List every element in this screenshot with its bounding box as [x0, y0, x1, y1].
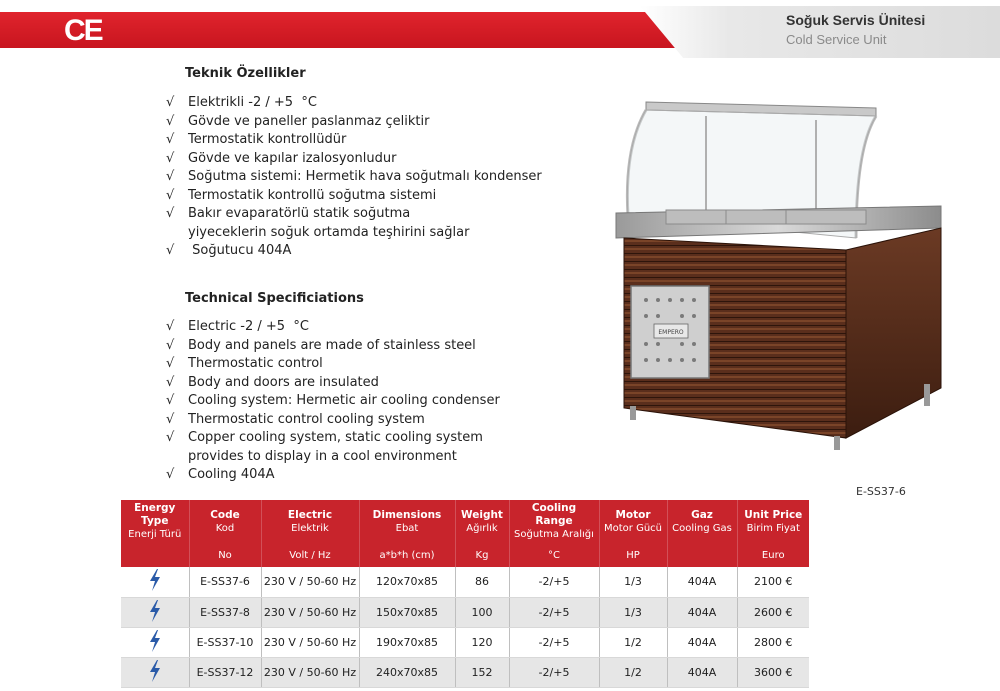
- spec-en-item: [166, 411, 500, 430]
- column-header-en: Motor: [615, 508, 651, 521]
- cooling-range-cell: -2/+5: [509, 627, 599, 657]
- ce-mark-logo: CE: [64, 14, 102, 47]
- check-mark-icon: √: [166, 356, 175, 371]
- spec-tr-text: yiyeceklerin soğuk ortamda teşhirini sağlar: [188, 224, 470, 240]
- energy-type-cell: [121, 567, 189, 597]
- energy-type-cell: [121, 627, 189, 657]
- check-mark-icon: √: [166, 374, 175, 390]
- table-row: [121, 567, 809, 597]
- spec-tr-text: Soğutucu 404A: [188, 243, 292, 258]
- spec-tr-text: Termostatik kontrollü soğutma sistemi: [188, 187, 437, 203]
- price-cell: 2100 €: [737, 567, 809, 597]
- column-header-en: Dimensions: [372, 508, 442, 521]
- spec-en-item: [166, 448, 500, 467]
- electric-cell: 230 V / 50-60 Hz: [261, 627, 359, 657]
- check-mark-icon: √: [166, 430, 175, 445]
- electric-cell: 230 V / 50-60 Hz: [261, 567, 359, 597]
- check-mark-icon: √: [166, 411, 175, 427]
- dimensions-cell: 120x70x85: [359, 567, 455, 597]
- lightning-bolt-icon: [148, 630, 162, 652]
- spec-en-item: [166, 355, 500, 374]
- spec-en-text: provides to display in a cool environment: [188, 448, 457, 464]
- spec-en-item: [166, 392, 500, 411]
- spec-tr-item: [166, 187, 542, 206]
- spec-tr-item: [166, 205, 542, 224]
- spec-en-item: [166, 318, 500, 337]
- column-header: [189, 500, 261, 543]
- check-mark-icon: √: [166, 319, 175, 334]
- dimensions-cell: 190x70x85: [359, 627, 455, 657]
- code-cell: E-SS37-12: [189, 657, 261, 687]
- dimensions-cell: 150x70x85: [359, 597, 455, 627]
- table-units-row: [121, 543, 809, 567]
- energy-type-cell: [121, 597, 189, 627]
- column-header-tr: Ağırlık: [466, 522, 498, 534]
- motor-cell: 1/3: [599, 597, 667, 627]
- motor-cell: 1/2: [599, 627, 667, 657]
- specs-tr-list: [166, 94, 542, 261]
- spec-en-text: Body and panels are made of stainless steel: [188, 337, 476, 353]
- spec-en-text: Body and doors are insulated: [188, 374, 379, 390]
- check-mark-icon: √: [166, 187, 175, 203]
- column-header-en: Cooling Range: [531, 502, 577, 527]
- column-header-tr: Motor Gücü: [604, 522, 662, 534]
- table-row: [121, 597, 809, 627]
- spec-tr-text: Soğutma sistemi: Hermetik hava soğutmalı kondenser: [188, 169, 542, 184]
- column-header-en: Unit Price: [744, 508, 803, 521]
- weight-cell: 86: [455, 567, 509, 597]
- cold-service-unit-drawing: [606, 88, 946, 478]
- cooling-range-cell: -2/+5: [509, 657, 599, 687]
- gas-cell: 404A: [667, 627, 737, 657]
- code-cell: E-SS37-6: [189, 567, 261, 597]
- cooling-range-cell: -2/+5: [509, 597, 599, 627]
- spec-en-text: Cooling system: Hermetic air cooling condenser: [188, 393, 500, 408]
- table-row: [121, 657, 809, 687]
- spec-tr-text: Termostatik kontrollüdür: [188, 132, 347, 147]
- spec-tr-text: Bakır evaparatörlü statik soğutma: [188, 206, 411, 221]
- unit-cell: HP: [599, 543, 667, 567]
- column-header-tr: Soğutma Aralığı: [514, 529, 594, 540]
- spec-tr-item: [166, 94, 542, 113]
- column-header-tr: Ebat: [395, 522, 419, 534]
- price-cell: 3600 €: [737, 657, 809, 687]
- spec-tr-item: [166, 168, 542, 187]
- weight-cell: 120: [455, 627, 509, 657]
- motor-cell: 1/2: [599, 657, 667, 687]
- gas-cell: 404A: [667, 597, 737, 627]
- spec-tr-item: [166, 224, 542, 243]
- weight-cell: 100: [455, 597, 509, 627]
- spec-en-item: [166, 429, 500, 448]
- column-header: [599, 500, 667, 543]
- column-header: [667, 500, 737, 543]
- unit-cell: a*b*h (cm): [359, 543, 455, 567]
- lightning-bolt-icon: [148, 660, 162, 682]
- column-header-tr: Cooling Gas: [672, 522, 732, 534]
- code-cell: E-SS37-10: [189, 627, 261, 657]
- unit-cell: Kg: [455, 543, 509, 567]
- page-title-tr: Soğuk Servis Ünitesi: [786, 12, 926, 28]
- page-title-en: Cold Service Unit: [786, 32, 887, 47]
- specs-tr-heading: Teknik Özellikler: [185, 66, 306, 81]
- brand-plate-text: EMPERO: [658, 329, 684, 336]
- column-header-tr: Enerji Türü: [128, 529, 182, 540]
- column-header: [509, 500, 599, 543]
- column-header: [455, 500, 509, 543]
- motor-cell: 1/3: [599, 567, 667, 597]
- unit-cell: °C: [509, 543, 599, 567]
- check-mark-icon: √: [166, 150, 175, 166]
- unit-cell: [121, 543, 189, 567]
- specs-en-heading: Technical Specificiations: [185, 291, 364, 306]
- electric-cell: 230 V / 50-60 Hz: [261, 597, 359, 627]
- electric-cell: 230 V / 50-60 Hz: [261, 657, 359, 687]
- dimensions-cell: 240x70x85: [359, 657, 455, 687]
- table-body: [121, 567, 809, 687]
- column-header: [261, 500, 359, 543]
- lightning-bolt-icon: [148, 600, 162, 622]
- gas-cell: 404A: [667, 657, 737, 687]
- check-mark-icon: √: [166, 337, 175, 353]
- column-header: [359, 500, 455, 543]
- unit-cell: [667, 543, 737, 567]
- check-mark-icon: √: [166, 243, 175, 258]
- column-header-en: Code: [210, 508, 240, 521]
- spec-en-text: Thermostatic control: [188, 356, 323, 371]
- price-cell: 2800 €: [737, 627, 809, 657]
- check-mark-icon: √: [166, 169, 175, 184]
- gas-cell: 404A: [667, 567, 737, 597]
- price-cell: 2600 €: [737, 597, 809, 627]
- check-mark-icon: √: [166, 467, 175, 482]
- header-red-band: [0, 12, 690, 48]
- table-row: [121, 627, 809, 657]
- spec-en-item: [166, 337, 500, 356]
- product-image: [606, 88, 946, 478]
- spec-tr-text: Gövde ve kapılar izalosyonludur: [188, 150, 397, 166]
- cooling-range-cell: -2/+5: [509, 567, 599, 597]
- check-mark-icon: √: [166, 393, 175, 408]
- check-mark-icon: √: [166, 132, 175, 147]
- table-header-row: [121, 500, 809, 543]
- check-mark-icon: √: [166, 206, 175, 221]
- column-header-tr: Elektrik: [291, 522, 329, 534]
- weight-cell: 152: [455, 657, 509, 687]
- column-header-en: Energy Type: [134, 502, 176, 527]
- spec-tr-text: Elektrikli -2 / +5 °C: [188, 95, 317, 110]
- spec-tr-text: Gövde ve paneller paslanmaz çeliktir: [188, 113, 430, 129]
- column-header-en: Weight: [461, 508, 503, 521]
- check-mark-icon: √: [166, 95, 175, 110]
- energy-type-cell: [121, 657, 189, 687]
- code-cell: E-SS37-8: [189, 597, 261, 627]
- specs-en-list: [166, 318, 500, 485]
- unit-cell: No: [189, 543, 261, 567]
- column-header-tr: Kod: [215, 522, 235, 534]
- spec-en-text: Thermostatic control cooling system: [188, 411, 425, 427]
- column-header: [121, 500, 189, 543]
- spec-tr-item: [166, 242, 542, 261]
- column-header-en: Gaz: [691, 508, 713, 521]
- spec-en-item: [166, 374, 500, 393]
- spec-tr-item: [166, 113, 542, 132]
- lightning-bolt-icon: [148, 569, 162, 591]
- spec-en-text: Copper cooling system, static cooling system: [188, 430, 483, 445]
- check-mark-icon: √: [166, 113, 175, 129]
- price-table: [121, 500, 809, 688]
- column-header-en: Electric: [287, 508, 333, 521]
- spec-en-text: Electric -2 / +5 °C: [188, 319, 309, 334]
- column-header-tr: Birim Fiyat: [746, 522, 800, 534]
- spec-en-text: Cooling 404A: [188, 467, 275, 482]
- spec-tr-item: [166, 150, 542, 169]
- spec-en-item: [166, 466, 500, 485]
- column-header: [737, 500, 809, 543]
- product-caption: E-SS37-6: [856, 485, 906, 498]
- unit-cell: Volt / Hz: [261, 543, 359, 567]
- spec-tr-item: [166, 131, 542, 150]
- unit-cell: Euro: [737, 543, 809, 567]
